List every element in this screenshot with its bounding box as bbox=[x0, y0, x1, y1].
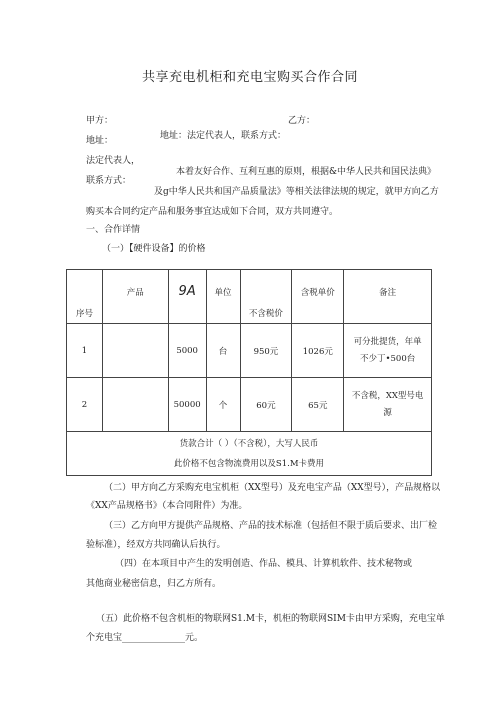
row-unit: 台 bbox=[206, 324, 240, 378]
row-note bbox=[344, 324, 432, 378]
para-3-line-2: 验标准），经双方共同确认后执行。 bbox=[86, 540, 226, 550]
party-b-label: 乙方： bbox=[288, 116, 316, 126]
row-unit: 个 bbox=[206, 378, 240, 432]
document-title: 共享充电机柜和充电宝购买合作合同 bbox=[141, 70, 358, 85]
header-taxprice: 含税单价 bbox=[292, 270, 344, 324]
total-note-line: 此价格不包含物流费用以及S1.M卡费用 bbox=[173, 458, 325, 469]
intro-line-1: 本着友好合作、互利互惠的原则，根据&中华人民共和国民法典》 bbox=[176, 167, 437, 177]
para-5-line-1: （五）此价格不包含机柜的物联网S1.M卡，机柜的物联网SIM卡由甲方采购，充电宝单 bbox=[96, 614, 445, 624]
row-tax: 1026元 bbox=[292, 324, 344, 378]
subsection-1-heading: （一）【硬件设备】的价格 bbox=[102, 244, 206, 254]
header-note: 备注 bbox=[344, 270, 432, 324]
table-total-row bbox=[67, 432, 432, 476]
table-row bbox=[67, 378, 432, 432]
header-pretax: 不含税价 bbox=[240, 270, 292, 324]
header-unit: 单位 bbox=[206, 270, 240, 324]
party-a-label: 甲方： bbox=[86, 116, 114, 126]
intro-line-2: 及g中华人民共和国产品质量法》等相关法律法规的规定，就甲方向乙方 bbox=[154, 187, 439, 197]
address-a-label: 地址： bbox=[86, 136, 114, 146]
contact-label: 联系方式： bbox=[86, 176, 132, 186]
para-3-line-1: （三）乙方向甲方提供产品规格、产品的技术标准（包括但不限于质后要求、出厂检 bbox=[104, 521, 438, 531]
row-note-line-2: 源 bbox=[383, 407, 392, 418]
intro-line-3: 购买本合同约定产品和服务事宜达成如下合同，双方共同遵守。 bbox=[86, 207, 339, 217]
row-note-line-1: 可分批提货，年单 bbox=[353, 336, 422, 347]
section-1-heading: 一、合作详情 bbox=[86, 225, 141, 235]
header-9a: 9A bbox=[168, 270, 206, 324]
para-5-line-2: 个充电宝______________元。 bbox=[86, 633, 204, 643]
para-4-line-2: 其他商业秘密信息，归乙方所有。 bbox=[86, 579, 222, 589]
header-seq: 序号 bbox=[67, 270, 103, 324]
row-seq: 1 bbox=[67, 324, 103, 378]
row-seq: 2 bbox=[67, 378, 103, 432]
para-2-line-2: 《XX产品规格书》（本合同附件）为准。 bbox=[86, 501, 248, 511]
row-product bbox=[102, 378, 168, 432]
row-note bbox=[344, 378, 432, 432]
table-header-row bbox=[67, 270, 432, 324]
para-4-line-1: （四）在本项目中产生的发明创造、作品、模具、计算机软件、技术秘物或 bbox=[115, 559, 413, 569]
price-table bbox=[66, 269, 432, 476]
total-line: 货款合计（ ）（不含税），大写人民币 bbox=[179, 438, 319, 449]
row-qty: 5000 bbox=[168, 324, 206, 378]
row-note-line-2: 不少丁•500台 bbox=[359, 353, 416, 364]
row-product bbox=[102, 324, 168, 378]
legal-rep-label: 法定代表人， bbox=[86, 156, 141, 166]
total-cell bbox=[67, 432, 432, 476]
para-2-line-1: （二）甲方向乙方采购充电宝机柜（XX型号）及充电宝产品（XX型号），产品规格以 bbox=[104, 483, 441, 493]
table-row bbox=[67, 324, 432, 378]
row-qty: 50000 bbox=[168, 378, 206, 432]
header-product: 产品 bbox=[102, 270, 168, 324]
row-pretax: 60元 bbox=[240, 378, 292, 432]
row-tax: 65元 bbox=[292, 378, 344, 432]
row-note-line-1: 不含税，XX型号电 bbox=[351, 390, 424, 401]
address-b-line: 地址：法定代表人，联系方式： bbox=[160, 131, 287, 141]
row-pretax: 950元 bbox=[240, 324, 292, 378]
